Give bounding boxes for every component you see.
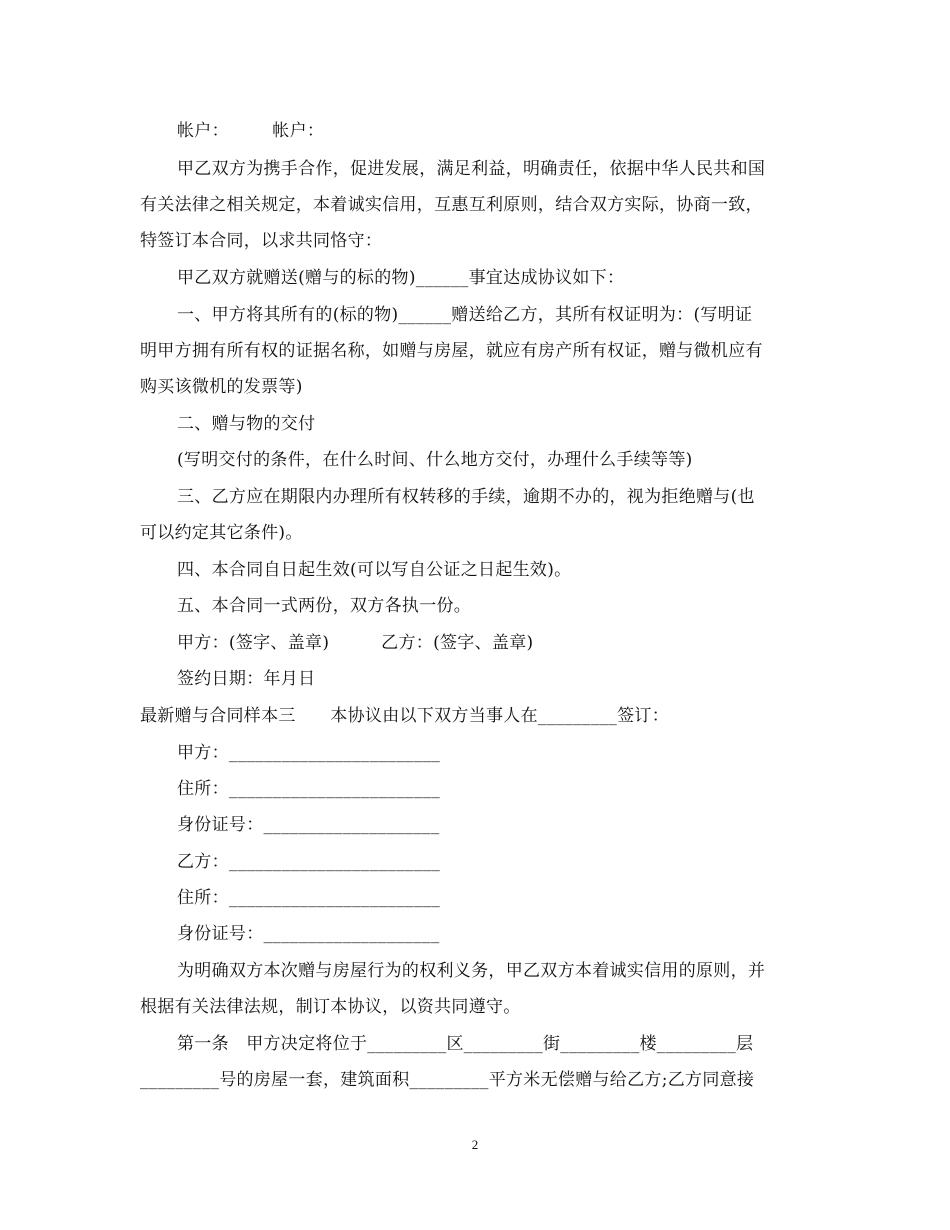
party-b-field: 乙方：________________________ <box>177 852 441 872</box>
party-b-address-field: 住所：________________________ <box>177 888 441 908</box>
party-b-id-field: 身份证号：____________________ <box>177 924 440 944</box>
intro-paragraph-line-2: 有关法律之相关规定，本着诚实信用，互惠互利原则，结合双方实际，协商一致， <box>140 195 763 215</box>
party-a-address-field: 住所：________________________ <box>177 779 441 799</box>
party-a-id-field: 身份证号：____________________ <box>177 815 440 835</box>
clause-2-note: (写明交付的条件，在什么时间、什么地方交付，办理什么手续等等) <box>177 450 693 470</box>
account-line: 帐户： 帐户： <box>177 121 325 141</box>
article-1-line-2: _________号的房屋一套，建筑面积_________平方米无偿赠与给乙方;乙方同意接 <box>140 1070 755 1090</box>
clause-3-line-2: 可以约定其它条件)。 <box>140 523 303 543</box>
article-1-line-1: 第一条 甲方决定将位于_________区_________街_________楼_________层 <box>177 1034 754 1054</box>
clause-1-line-3: 购买该微机的发票等) <box>140 377 303 397</box>
agreement-intro: 甲乙双方就赠送(赠与的标的物)______事宜达成协议如下： <box>177 268 625 288</box>
page-number: 2 <box>471 1137 479 1152</box>
clause-1-line-1: 一、甲方将其所有的(标的物)______赠送给乙方，其所有权证明为：(写明证 <box>177 305 753 325</box>
intro-paragraph-line-1: 甲乙双方为携手合作，促进发展，满足利益，明确责任，依据中华人民共和国 <box>177 159 766 179</box>
signature-line: 甲方：(签字、盖章) 乙方：(签字、盖章) <box>177 633 534 653</box>
clause-3-line-1: 三、乙方应在期限内办理所有权转移的手续，逾期不办的，视为拒绝赠与(也 <box>177 487 755 507</box>
purpose-paragraph-line-2: 根据有关法律法规，制订本协议，以资共同遵守。 <box>140 997 521 1017</box>
sample-three-heading: 最新赠与合同样本三 本协议由以下双方当事人在_________签订： <box>140 706 669 726</box>
signing-date: 签约日期：年月日 <box>177 669 316 689</box>
intro-paragraph-line-3: 特签订本合同，以求共同恪守： <box>140 231 383 251</box>
clause-4: 四、本合同自日起生效(可以写自公证之日起生效)。 <box>177 560 572 580</box>
purpose-paragraph-line-1: 为明确双方本次赠与房屋行为的权利义务，甲乙双方本着诚实信用的原则，并 <box>177 961 766 981</box>
clause-2-heading: 二、赠与物的交付 <box>177 414 316 434</box>
clause-5: 五、本合同一式两份，双方各执一份。 <box>177 596 472 616</box>
clause-1-line-2: 明甲方拥有所有权的证据名称，如赠与房屋，就应有房产所有权证，赠与微机应有 <box>140 341 763 361</box>
party-a-field: 甲方：________________________ <box>177 743 441 763</box>
